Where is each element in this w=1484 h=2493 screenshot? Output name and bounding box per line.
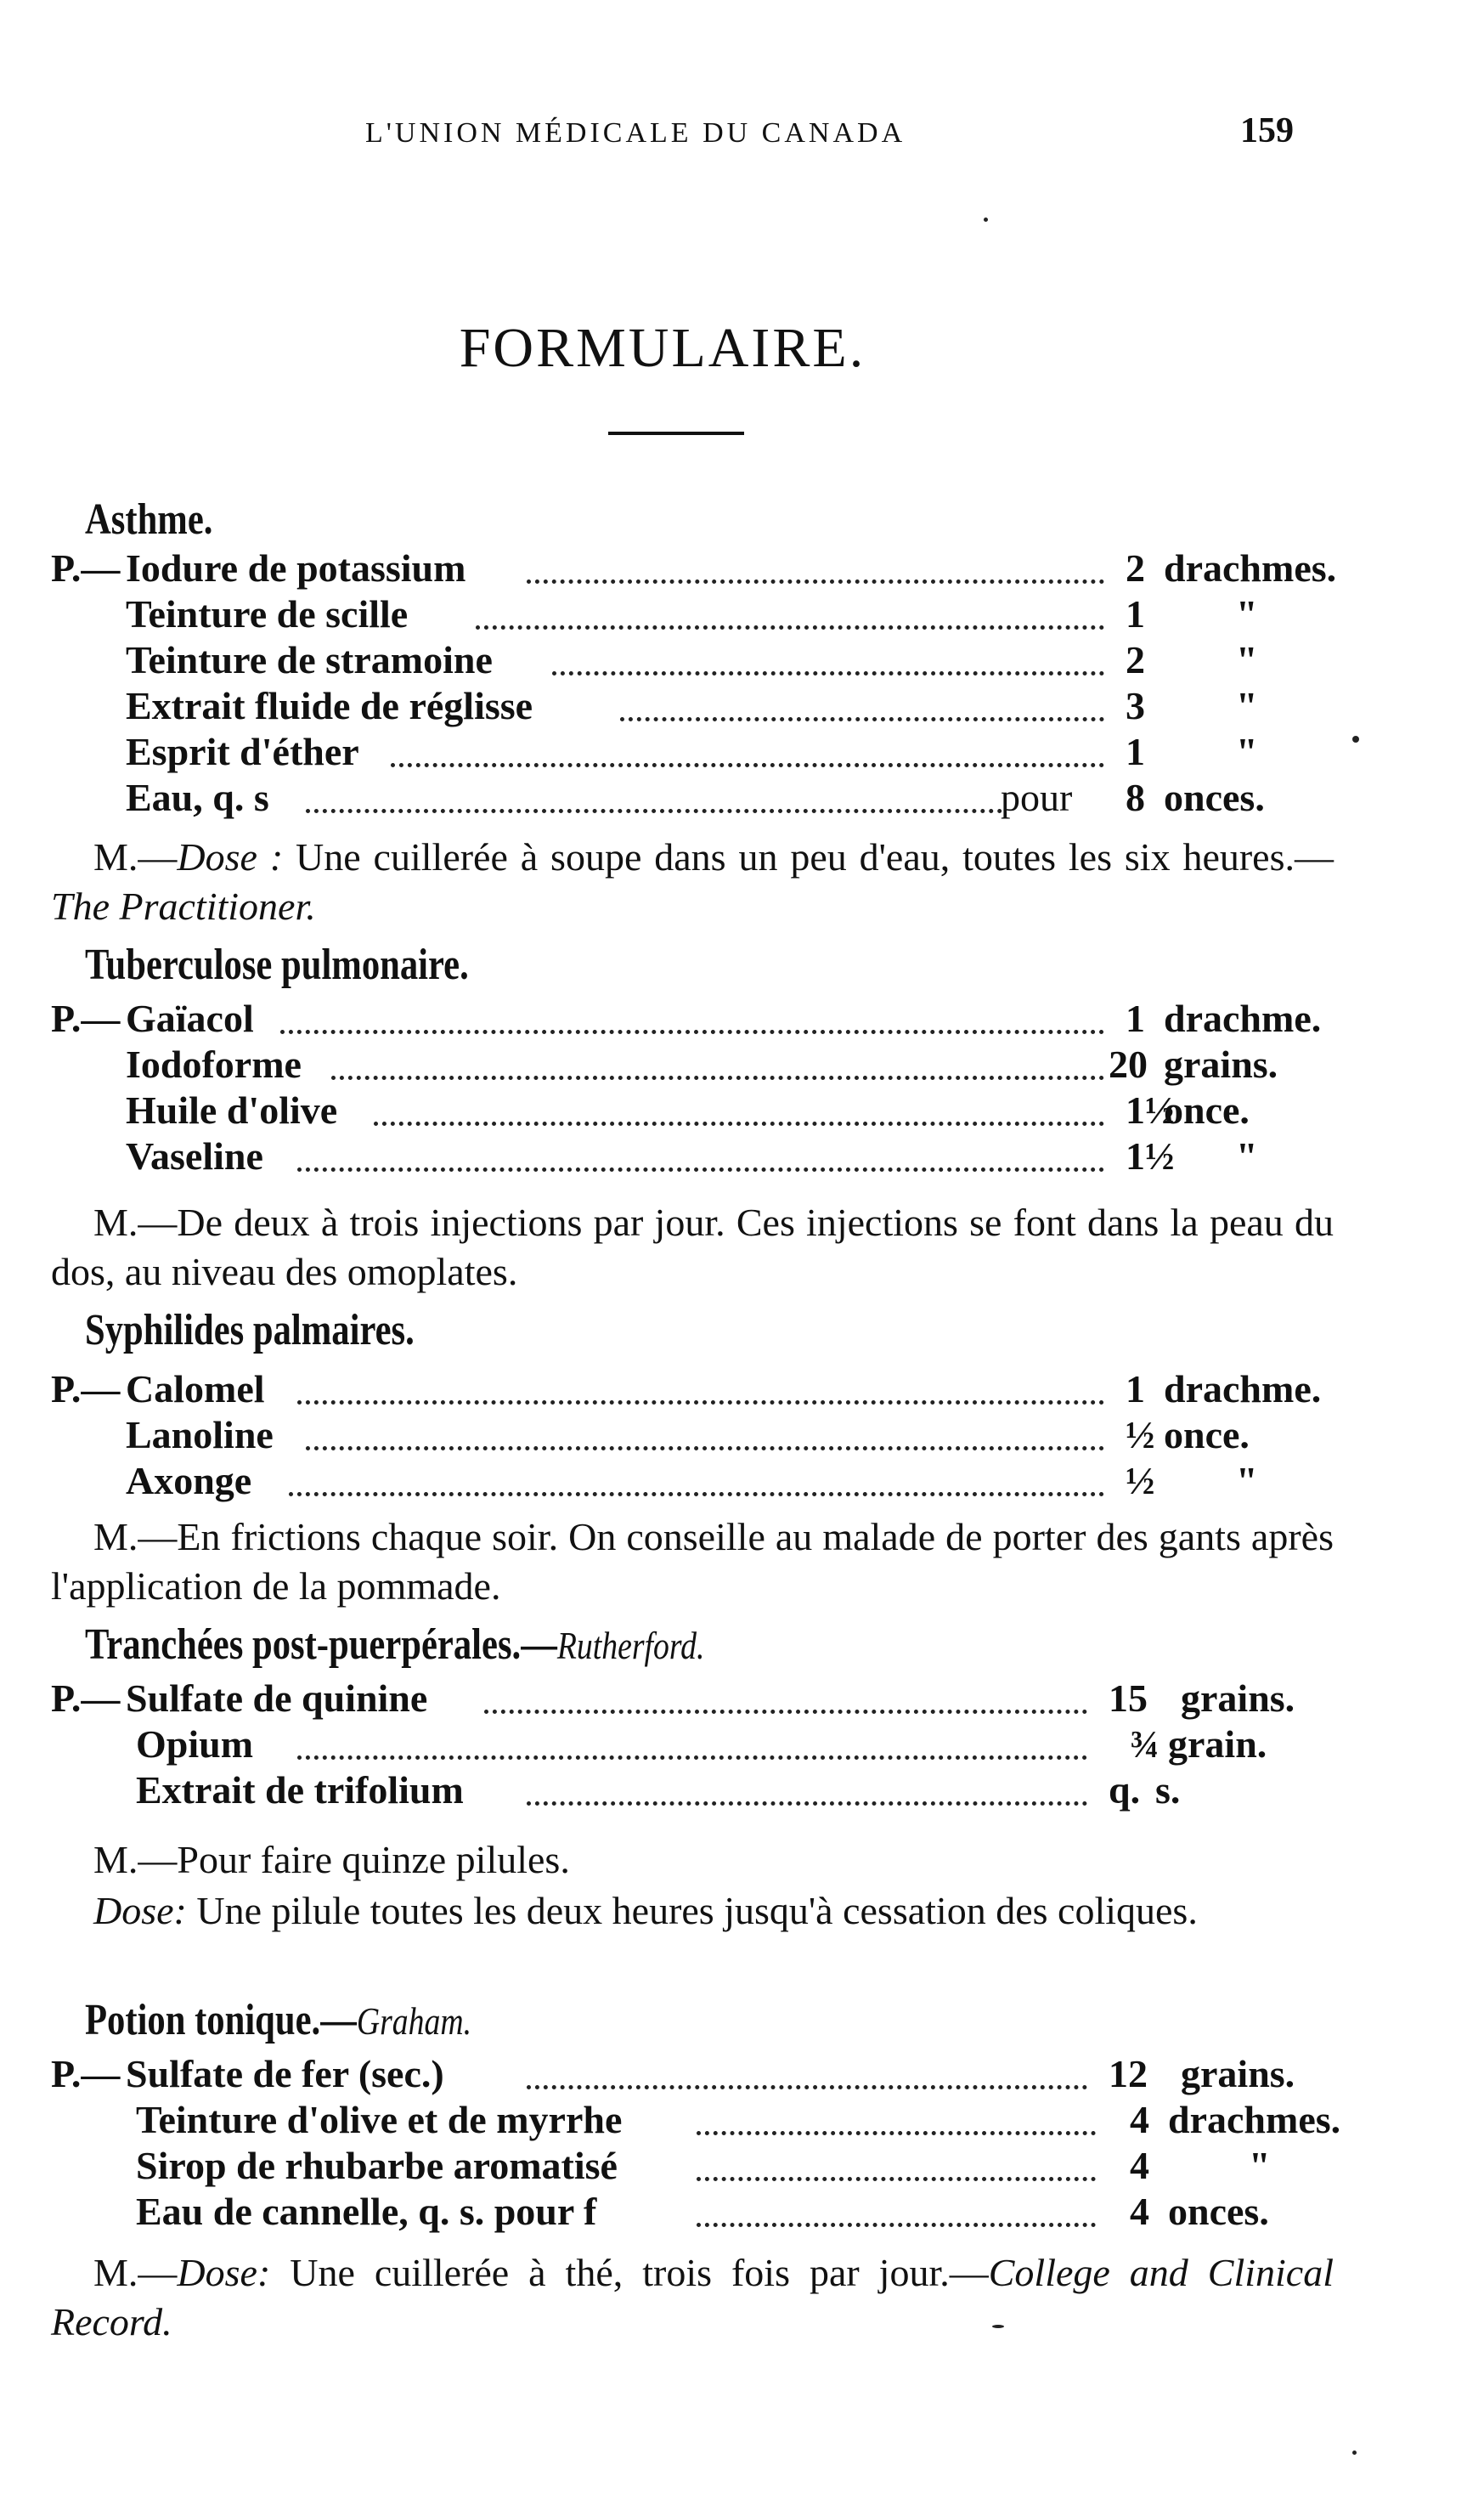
page-number: 159 (1240, 111, 1294, 150)
ingredient-name: Opium (136, 1722, 254, 1766)
note-source: College and Clinical Record. (51, 2251, 1334, 2343)
ingredient-line (51, 1412, 1325, 1458)
dot-leader (476, 620, 1104, 630)
note-text: Une pilule toutes les deux heures jusqu'à cessation des coliques. (186, 1889, 1198, 1932)
section-heading: Syphilides palmaires. (85, 1306, 415, 1354)
dot-leader (297, 1395, 1104, 1405)
rx-prefix: P.— (51, 546, 121, 590)
dot-leader (297, 1162, 1104, 1172)
ditto-mark: " (1236, 684, 1258, 727)
ingredient-quantity: 1 (1126, 1367, 1145, 1410)
ingredient-quantity: 1½ (1126, 1134, 1175, 1178)
dot-leader (697, 2172, 1096, 2181)
rx-prefix: P.— (51, 997, 121, 1040)
ingredient-quantity: 4 (1130, 2190, 1149, 2233)
ingredient-quantity: 20 (1109, 1043, 1148, 1086)
prescription-note (51, 833, 1334, 931)
ingredient-quantity: 8 (1126, 776, 1145, 819)
running-head: L'UNION MÉDICALE DU CANADA (365, 117, 906, 149)
dot-leader (552, 666, 1104, 676)
dot-leader (484, 1704, 1087, 1714)
ingredient-line (51, 729, 1325, 775)
note-lead: M.— (93, 1201, 178, 1244)
section-heading: Asthme. (85, 495, 213, 544)
note-lead: M.— (93, 835, 178, 879)
ingredient-name: Teinture de stramoine (126, 638, 493, 681)
pour-label: pour (1001, 776, 1073, 819)
ditto-mark: " (1249, 2144, 1271, 2187)
ingredient-unit: drachmes. (1168, 2098, 1341, 2141)
ingredient-name: Calomel (126, 1367, 265, 1410)
rx-prefix: P.— (51, 1367, 121, 1410)
scan-speck (984, 218, 988, 222)
ingredient-unit: drachme. (1164, 1367, 1322, 1410)
ingredient-name: Axonge (126, 1459, 252, 1502)
ingredient-unit: s. (1155, 1768, 1181, 1812)
prescription-note (51, 1835, 1334, 1885)
ingredient-line (51, 637, 1325, 683)
ditto-mark: " (1236, 1134, 1258, 1178)
ingredient-quantity: ¾ (1130, 1722, 1160, 1766)
dot-leader (289, 1487, 1104, 1496)
ingredient-name: Huile d'olive (126, 1088, 338, 1132)
dot-leader (306, 804, 1002, 813)
ingredient-line (51, 1721, 1325, 1767)
ditto-mark: " (1236, 1459, 1258, 1502)
ingredient-line (51, 1767, 1325, 1813)
prescription-note (51, 2248, 1334, 2347)
ingredient-quantity: 4 (1130, 2144, 1149, 2187)
heading-author: Graham. (356, 1999, 472, 2043)
section-heading (85, 1995, 471, 2045)
ingredient-line (51, 546, 1337, 591)
dot-leader (527, 574, 1104, 584)
ingredient-name: Sirop de rhubarbe aromatisé (136, 2144, 618, 2187)
note-text: Pour faire quinze pilules. (177, 1838, 570, 1881)
prescription-note (51, 1886, 1334, 1936)
ingredient-unit: drachme. (1164, 997, 1322, 1040)
ingredient-line (51, 683, 1325, 729)
ingredient-unit: grain. (1168, 1722, 1267, 1766)
ingredient-unit: drachmes. (1164, 546, 1337, 590)
ingredient-name: Eau, q. s (126, 776, 269, 819)
ingredient-quantity: 4 (1130, 2098, 1149, 2141)
ingredient-name: Gaïacol (126, 997, 254, 1040)
ditto-mark: " (1236, 592, 1258, 636)
rx-prefix: P.— (51, 1676, 121, 1720)
scan-speck (1352, 2451, 1357, 2455)
ingredient-quantity: 12 (1109, 2052, 1148, 2095)
scan-speck (1352, 736, 1359, 743)
dot-leader (697, 2218, 1096, 2227)
ingredient-line (51, 1458, 1325, 1504)
heading-author: Rutherford. (556, 1624, 705, 1667)
ingredient-quantity: 15 (1109, 1676, 1148, 1720)
ingredient-name: Sulfate de quinine (126, 1676, 428, 1720)
heading-text: Tranchées post-puerpérales.— (85, 1620, 557, 1669)
ingredient-unit: grains. (1181, 1676, 1295, 1720)
ingredient-name: Sulfate de fer (sec.) (126, 2052, 444, 2095)
ingredient-line (51, 2189, 1325, 2235)
ingredient-quantity: ½ (1126, 1413, 1155, 1456)
ingredient-quantity: q. (1109, 1768, 1141, 1812)
ingredient-unit: grains. (1164, 1043, 1278, 1086)
ingredient-unit: onces. (1164, 776, 1265, 819)
ingredient-name: Iodure de potassium (126, 546, 466, 590)
section-heading: Tuberculose pulmonaire. (85, 941, 469, 989)
ingredient-quantity: 1½ (1126, 1088, 1175, 1132)
ingredient-name: Eau de cannelle, q. s. pour f (136, 2190, 597, 2233)
ingredient-line (51, 591, 1325, 637)
dot-leader (697, 2126, 1096, 2135)
note-text: En frictions chaque soir. On conseille au malade de porter des gants après l'application de la pommade. (51, 1515, 1334, 1608)
dose-label: Dose: (93, 1889, 187, 1932)
ingredient-name: Extrait de trifolium (136, 1768, 464, 1812)
note-lead: M.— (93, 1838, 178, 1881)
dot-leader (297, 1750, 1087, 1760)
dot-leader (306, 1441, 1104, 1450)
ingredient-quantity: 3 (1126, 684, 1145, 727)
ingredient-unit: grains. (1181, 2052, 1295, 2095)
dot-leader (374, 1116, 1104, 1126)
ditto-mark: " (1236, 730, 1258, 773)
ingredient-name: Vaseline (126, 1134, 263, 1178)
title-rule (608, 432, 744, 435)
dot-leader (280, 1025, 1104, 1034)
note-text: Une cuillerée à soupe dans un peu d'eau, toutes les six heures.— (283, 835, 1334, 879)
ingredient-line (51, 1133, 1325, 1179)
ingredient-name: Lanoline (126, 1413, 274, 1456)
heading-text: Potion tonique.— (85, 1996, 357, 2044)
note-text: Une cuillerée à thé, trois fois par jour.— (270, 2251, 989, 2294)
page-title: FORMULAIRE. (459, 317, 866, 379)
ingredient-line (51, 1366, 1325, 1412)
ingredient-quantity: 2 (1126, 546, 1145, 590)
ingredient-unit: once. (1164, 1088, 1250, 1132)
ingredient-quantity: ½ (1126, 1459, 1155, 1502)
ingredient-line (51, 775, 1325, 821)
ingredient-line (51, 1088, 1325, 1133)
dot-leader (527, 1796, 1087, 1806)
prescription-note (51, 1512, 1334, 1611)
ingredient-unit: onces. (1168, 2190, 1269, 2233)
dot-leader (527, 2080, 1087, 2089)
dose-label: Dose: (177, 2251, 271, 2294)
ingredient-line (51, 2143, 1325, 2189)
dot-leader (391, 758, 1104, 767)
note-lead: M.— (93, 2251, 178, 2294)
ingredient-name: Teinture d'olive et de myrrhe (136, 2098, 623, 2141)
note-text: De deux à trois injections par jour. Ces injections se font dans la peau du dos, au niveau des omoplates. (51, 1201, 1334, 1293)
ingredient-quantity: 2 (1126, 638, 1145, 681)
ingredient-quantity: 1 (1126, 997, 1145, 1040)
rx-prefix: P.— (51, 2052, 121, 2095)
dot-leader (331, 1071, 1104, 1080)
ingredient-line (51, 1042, 1325, 1088)
ingredient-line (51, 996, 1325, 1042)
note-lead: M.— (93, 1515, 178, 1558)
ingredient-line (51, 1676, 1325, 1721)
scan-speck (992, 2325, 1004, 2328)
section-heading (85, 1620, 704, 1670)
prescription-note (51, 1198, 1334, 1297)
ingredient-quantity: 1 (1126, 730, 1145, 773)
ingredient-name: Esprit d'éther (126, 730, 359, 773)
dot-leader (620, 712, 1104, 721)
ditto-mark: " (1236, 638, 1258, 681)
note-source: The Practitioner. (51, 885, 316, 928)
ingredient-line (51, 2097, 1341, 2143)
dose-label: Dose : (177, 835, 284, 879)
ingredient-line (51, 2051, 1325, 2097)
ingredient-name: Iodoforme (126, 1043, 302, 1086)
ingredient-unit: once. (1164, 1413, 1250, 1456)
ingredient-name: Extrait fluide de réglisse (126, 684, 533, 727)
ingredient-quantity: 1 (1126, 592, 1145, 636)
ingredient-name: Teinture de scille (126, 592, 409, 636)
